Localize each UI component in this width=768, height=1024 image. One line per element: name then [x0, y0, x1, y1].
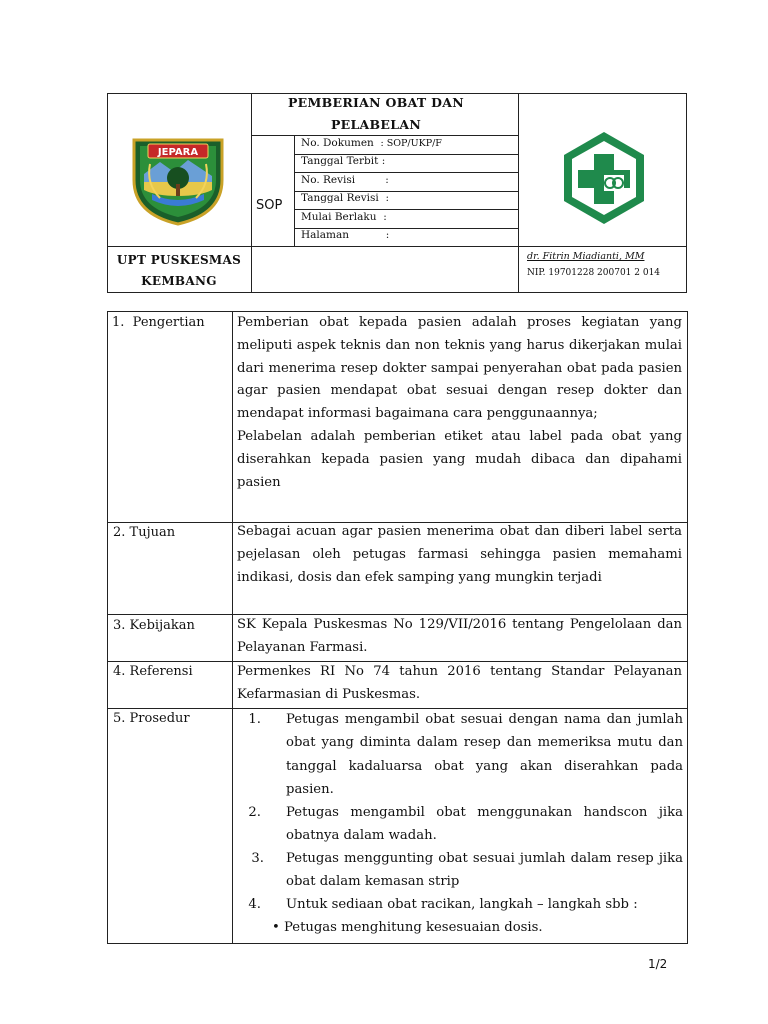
- prosedur-step-3: [237, 847, 683, 894]
- meta-no-revisi: [301, 174, 389, 186]
- meta-tanggal-revisi: [301, 192, 389, 204]
- title-line-1: PEMBERIAN OBAT DAN: [287, 95, 465, 110]
- meta-value: :: [385, 229, 390, 241]
- meta-value: : SOP/UKP/F: [380, 138, 442, 149]
- bullet-text: Petugas menghitung kesesuaian dosis.: [283, 920, 543, 935]
- meta-value: :: [385, 192, 389, 204]
- prosedur-bullet: [272, 920, 543, 935]
- step-text: Petugas mengambil obat sesuai dengan nama dan jumlah obat yang diminta dalam resep dan memeriksa mutu dan tanggal kadaluarsa obat yang akan diserahkan pada pasien.: [286, 712, 683, 798]
- pengertian-paragraph-2: Pelabelan adalah pemberian etiket atau label pada obat yang diserahkan kepada pasien yang mudah dibaca dan dipahami pasien: [237, 428, 682, 490]
- meta-tanggal-terbit: [301, 155, 385, 167]
- logo-text: JEPARA: [157, 147, 199, 158]
- sop-label: SOP: [256, 198, 283, 213]
- label-referensi: 4. Referensi: [113, 664, 193, 679]
- prosedur-step-1: [237, 708, 683, 802]
- meta-no-dokumen: [301, 137, 442, 149]
- referensi-text: Permenkes RI No 74 tahun 2016 tentang Standar Pelayanan Kefarmasian di Puskesmas.: [237, 664, 682, 702]
- jepara-logo: [130, 134, 226, 226]
- meta-label: Tanggal Terbit: [301, 155, 379, 167]
- meta-value: :: [385, 174, 389, 186]
- tujuan-text: Sebagai acuan agar pasien menerima obat dan diberi label serta pejelasan oleh petugas farmasi sehingga pasien memahami indikasi, dosis dan efek samping yang mungkin terjadi: [237, 524, 682, 585]
- puskesmas-name: [107, 250, 251, 292]
- prosedur-step-4: [237, 893, 683, 916]
- prosedur-step-2: [237, 801, 683, 848]
- step-number: 3.: [251, 851, 264, 866]
- puskesmas-line-2: KEMBANG: [141, 274, 217, 288]
- pengertian-text: [237, 312, 682, 494]
- label-prosedur: 5. Prosedur: [113, 711, 190, 726]
- label-kebijakan: 3. Kebijakan: [113, 618, 195, 633]
- bullet-icon: •: [272, 920, 280, 935]
- step-text: Petugas menggunting obat sesuai jumlah dalam resep jika obat dalam kemasan strip: [286, 851, 683, 890]
- meta-halaman: [301, 229, 389, 241]
- meta-label: No. Dokumen: [301, 137, 374, 149]
- kebijakan-text: SK Kepala Puskesmas No 129/VII/2016 tentang Pengelolaan dan Pelayanan Farmasi.: [237, 617, 682, 655]
- puskesmas-line-1: UPT PUSKESMAS: [116, 253, 242, 267]
- step-number: 4.: [248, 897, 261, 912]
- meta-value: :: [381, 155, 386, 167]
- signer-nip: NIP. 19701228 200701 2 014: [527, 268, 661, 278]
- step-text: Petugas mengambil obat menggunakan handscon jika obatnya dalam wadah.: [286, 805, 683, 844]
- meta-label: Mulai Berlaku: [301, 211, 377, 223]
- meta-label: No. Revisi: [301, 174, 356, 186]
- document-title: [251, 93, 501, 135]
- meta-mulai-berlaku: [301, 211, 387, 223]
- meta-label: Halaman: [301, 229, 350, 241]
- label-pengertian: 1. Pengertian: [112, 315, 205, 330]
- step-number: 2.: [248, 805, 261, 820]
- label-tujuan: 2. Tujuan: [113, 525, 176, 540]
- meta-value: :: [383, 211, 387, 223]
- signer-name: dr. Fitrin Miadianti, MM: [527, 251, 645, 262]
- title-line-2: PELABELAN: [330, 117, 422, 132]
- step-number: 1.: [248, 712, 261, 727]
- step-text: Untuk sediaan obat racikan, langkah – langkah sbb :: [286, 897, 638, 912]
- puskesmas-logo: [558, 128, 650, 228]
- pengertian-paragraph-1: Pemberian obat kepada pasien adalah proses kegiatan yang meliputi aspek teknis dan non teknis yang harus dikerjakan mulai dari menerima resep dokter sampai penyerahan obat pada pasien agar pasien mendapat obat sesuai dengan resep dokter dan mendapat informasi bagaimana cara penggunaannya;: [237, 315, 682, 422]
- meta-label: Tanggal Revisi: [301, 192, 379, 204]
- page-number: 1/2: [648, 957, 668, 971]
